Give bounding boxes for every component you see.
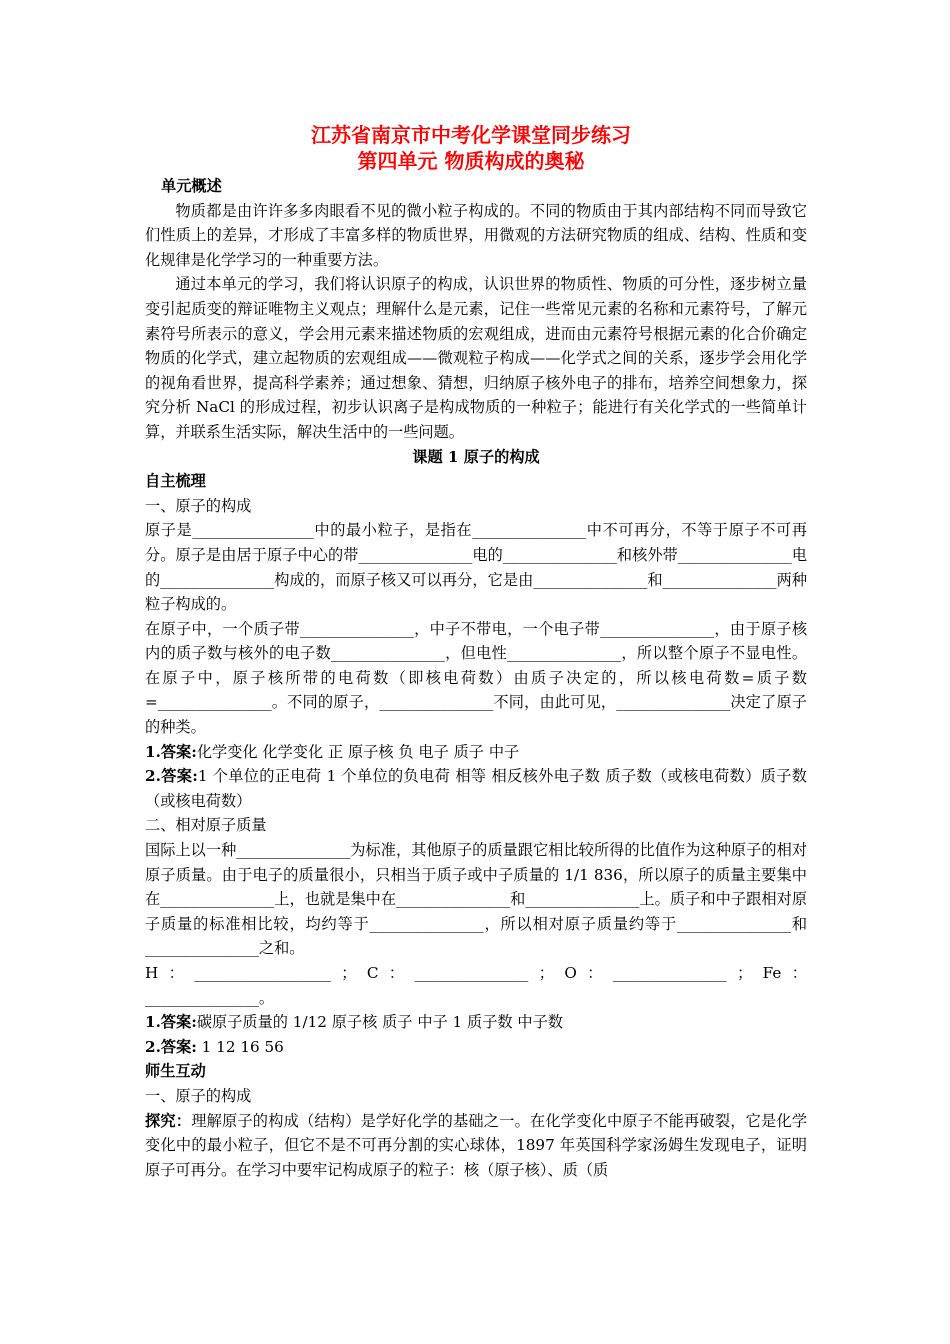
section1-paragraph-1: 原子是________________中的最小粒子，是指在_______________中不可再分，不等于原子不可再分。原子是由居于原子中心的带_______________电的_______________和核外带_______________电的_______________构成的，而原子核又可以再分，它是由_______________和_______________两种粒子构成的。 — [145, 521, 807, 614]
element-label: C — [366, 964, 379, 982]
blank: _______________ — [612, 964, 727, 982]
answer-text: 化学变化 化学变化 正 原子核 负 电子 质子 中子 — [196, 742, 520, 761]
section1-paragraph-2: 在原子中，一个质子带_______________，中子不带电，一个电子带_______________，由于原子核内的质子数与核外的电子数_______________，但电性_______________，所以整个原子不显电性。在原子中，原子核所带的电荷数（即核电荷数）由质子决定的，所以核电荷数=质子数=_______________。不同的原子，_______________不同，由此可见，_______________决定了原子的种类。 — [145, 619, 807, 737]
answer-label: 2.答案: — [145, 1037, 197, 1056]
answer-label: 1.答案: — [145, 1013, 197, 1032]
colon: ： — [791, 964, 807, 982]
explore-paragraph — [145, 1109, 807, 1183]
element-label: Fe — [762, 964, 782, 982]
colon: ： — [168, 964, 184, 982]
overview-heading: 单元概述 — [161, 177, 222, 195]
doc-title-line2: 第四单元 物质构成的奥秘 — [357, 149, 585, 173]
overview-paragraph-1: 物质都是由许许多多肉眼看不见的微小粒子构成的。不同的物质由于其内部结构不同而导致它们性质上的差异，才形成了丰富多样的物质世界，用微观的方法研究物质的组成、结构、性质和变化规律是化学学习的一种重要方法。 — [145, 201, 807, 269]
answer-1 — [145, 740, 807, 765]
separator: ； — [538, 964, 554, 982]
separator: ； — [737, 964, 753, 982]
fill-blank-row-2: _______________。 — [145, 988, 275, 1007]
blank: __________________ — [194, 964, 331, 982]
document-body — [145, 122, 807, 1182]
answer-text: 1 12 16 56 — [196, 1037, 284, 1056]
answer-label: 1.答案: — [145, 742, 197, 761]
answer-3 — [145, 1010, 807, 1035]
self-study-heading: 自主梳理 — [145, 472, 206, 491]
blank: _______________ — [414, 964, 529, 982]
doc-title-line1: 江苏省南京市中考化学课堂同步练习 — [311, 123, 631, 147]
interaction-heading: 师生互动 — [145, 1062, 206, 1081]
lesson-title: 课题 1 原子的构成 — [412, 447, 540, 466]
explore-label: 探究： — [145, 1111, 192, 1130]
overview-paragraph-2: 通过本单元的学习，我们将认识原子的构成，认识世界的物质性、物质的可分性，逐步树立量变引起质变的辩证唯物主义观点；理解什么是元素，记住一些常见元素的名称和元素符号，了解元素符号所表示的意义，学会用元素来描述物质的宏观组成，进而由元素符号根据元素的化合价确定物质的化学式，建立起物质的宏观组成——微观粒子构成——化学式之间的关系，逐步学会用化学的视角看世界，提高科学素养；通过想象、猜想，归纳原子核外电子的排布，培养空间想象力，探究分析 NaCl 的形成过程，初步认识离子是构成物质的一种粒子；能进行有关化学式的一些简单计算，并联系生活实际，解决生活中的一些问题。 — [145, 275, 807, 441]
explore-text: 理解原子的构成（结构）是学好化学的基础之一。在化学变化中原子不能再破裂，它是化学变化中的最小粒子，但它不是不可再分割的实心球体，1897 年英国科学家汤姆生发现电子，证明原子可再分。在学习中要牢记构成原子的粒子：核（原子核）、质（质 — [145, 1111, 808, 1179]
answer-4 — [145, 1035, 807, 1060]
fill-blank-row — [145, 961, 807, 986]
separator: ； — [341, 964, 357, 982]
element-label: O — [564, 964, 577, 982]
interaction-section1-heading: 一、原子的构成 — [145, 1086, 252, 1105]
section1-heading: 一、原子的构成 — [145, 496, 252, 515]
answer-text: 碳原子质量的 1/12 原子核 质子 中子 1 质子数 中子数 — [196, 1013, 563, 1032]
section2-heading: 二、相对原子质量 — [145, 816, 267, 835]
answer-label: 2.答案: — [145, 767, 198, 786]
answer-2 — [145, 764, 807, 813]
answer-text: 1 个单位的正电荷 1 个单位的负电荷 相等 相反核外电子数 质子数（或核电荷数）质子数（或核电荷数） — [145, 767, 807, 810]
section2-paragraph-1: 国际上以一种_______________为标准，其他原子的质量跟它相比较所得的比值作为这种原子的相对原子质量。由于电子的质量很小，只相当于质子或中子质量的 1/1 836，所以原子的质量主要集中在_______________上，也就是集中在_______________和_______________上。质子和中子跟相对原子质量的标准相比较，均约等于_______________，所以相对原子质量约等于_______________和_______________之和。 — [145, 841, 807, 958]
colon: ： — [587, 964, 603, 982]
element-label: H — [145, 964, 159, 982]
colon: ： — [388, 964, 405, 982]
